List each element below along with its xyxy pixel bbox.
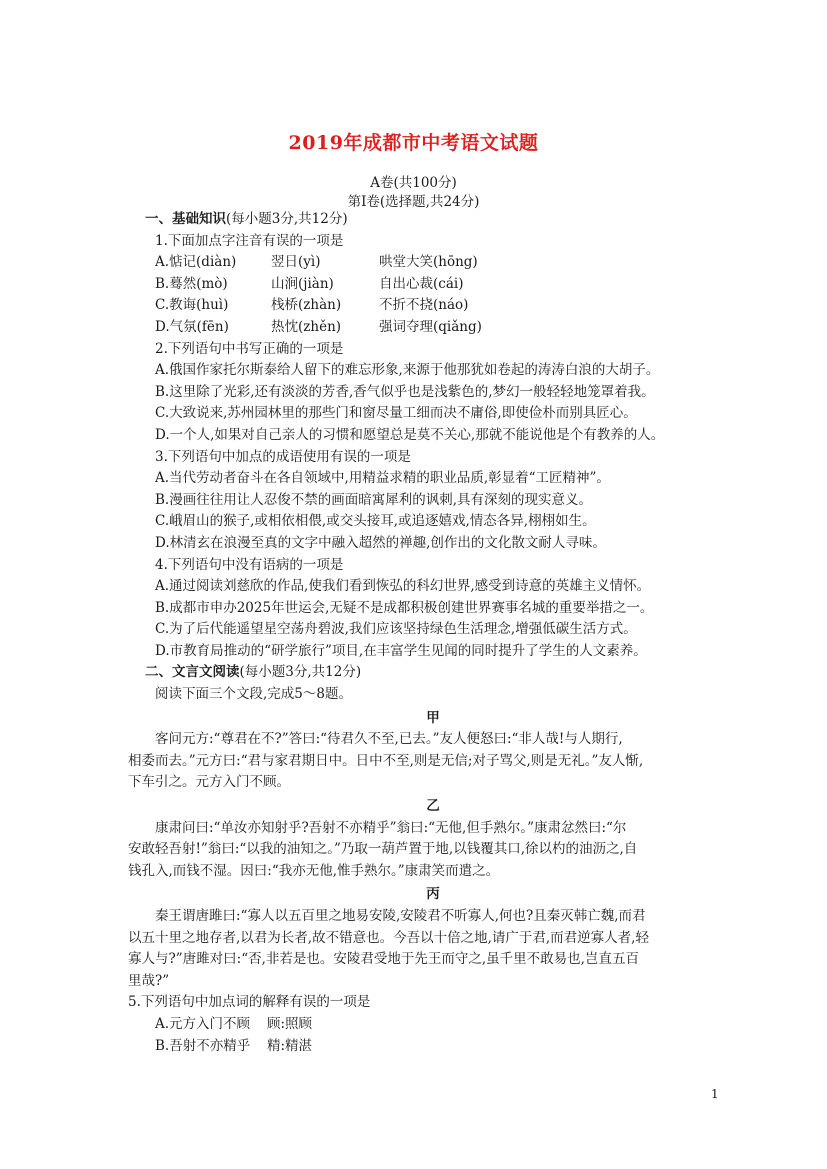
q4-option-c: C.为了后代能遥望星空荡舟碧波,我们应该坚持绿色生活理念,增强低碳生活方式。 bbox=[155, 621, 637, 638]
question-1-row bbox=[155, 295, 711, 317]
passage-bing-line: 以五十里之地存者,以君为长者,故不错意也。今吾以十倍之地,请广于君,而君逆寡人者,轻 bbox=[128, 929, 649, 946]
q1-option-d-3: 强词夺理(qiǎng) bbox=[379, 318, 482, 335]
q2-option-d: D.一个人,如果对自己亲人的习惯和愿望总是莫不关心,那就不能说他是个有教养的人。 bbox=[155, 426, 665, 443]
q1-option-a-3: 哄堂大笑(hōng) bbox=[379, 254, 478, 271]
section2-title: 二、文言文阅读 bbox=[145, 664, 240, 681]
q1-option-b-2: 山涧(jiàn) bbox=[271, 275, 334, 292]
passage-jia-line: 相委而去。”元方曰:“君与家君期日中。日中不至,则是无信;对子骂父,则是无礼。”友人惭, bbox=[128, 752, 644, 769]
q1-option-a-2: 翌日(yì) bbox=[271, 254, 321, 271]
q1-option-b-1: B.蓦然(mò) bbox=[155, 275, 228, 292]
q1-option-c-1: C.教诲(huì) bbox=[155, 297, 229, 314]
section2-intro: 阅读下面三个文段,完成5～8题。 bbox=[155, 686, 352, 703]
question-5-stem: 5.下列语句中加点词的解释有误的一项是 bbox=[128, 994, 371, 1011]
question-2-stem: 2.下列语句中书写正确的一项是 bbox=[155, 340, 344, 357]
q5-option-a-text: A.元方入门不顾 bbox=[155, 1015, 251, 1032]
q2-option-a: A.俄国作家托尔斯泰给人留下的难忘形象,来源于他那犹如卷起的涛涛白浪的大胡子。 bbox=[155, 362, 660, 379]
q1-option-a-1: A.惦记(diàn) bbox=[155, 254, 237, 271]
document-title: 2019年成都市中考语文试题 bbox=[288, 132, 539, 154]
passage-bing-line: 里哉?” bbox=[128, 972, 170, 989]
section1-title: 一、基础知识 bbox=[145, 211, 226, 227]
passage-bing-line: 寡人与?”唐雎对曰:“否,非若是也。安陵君受地于先王而守之,虽千里不敢易也,岂直五百 bbox=[128, 951, 639, 968]
passage-yi-line: 安敢轻吾射!”翁曰:“以我的油知之。”乃取一葫芦置于地,以钱覆其口,徐以杓的油沥之,自 bbox=[128, 841, 638, 858]
question-4-stem: 4.下列语句中没有语病的一项是 bbox=[155, 556, 344, 573]
q4-option-d: D.市教育局推动的“研学旅行”项目,在丰富学生见闻的同时提升了学生的人文素养。 bbox=[155, 642, 647, 659]
q1-option-d-1: D.气氛(fēn) bbox=[155, 318, 229, 335]
q3-option-b: B.漫画往往用让人忍俊不禁的画面暗寓犀利的讽刺,具有深刻的现实意义。 bbox=[155, 491, 593, 508]
q5-option-a bbox=[155, 1014, 711, 1036]
q1-option-d-2: 热忱(zhěn) bbox=[271, 318, 342, 335]
page-number: 1 bbox=[711, 1087, 719, 1101]
question-1-row bbox=[155, 252, 711, 274]
q5-option-b-text: B.吾射不亦精乎 bbox=[155, 1037, 251, 1054]
passage-jia-label: 甲 bbox=[426, 709, 440, 726]
passage-bing-label: 丙 bbox=[426, 886, 440, 903]
q2-option-c: C.大致说来,苏州园林里的那些门和窗尽量工细而决不庸俗,即使俭朴而别具匠心。 bbox=[155, 405, 637, 422]
q3-option-c: C.峨眉山的猴子,或相依相偎,或交头接耳,或追逐嬉戏,情态各异,栩栩如生。 bbox=[155, 513, 596, 530]
volume-a-label: A卷(共100分) bbox=[370, 175, 457, 191]
question-1-row bbox=[155, 317, 711, 339]
passage-yi-label: 乙 bbox=[426, 798, 440, 815]
section2-heading bbox=[145, 662, 711, 684]
part-one-label: 第Ⅰ卷(选择题,共24分) bbox=[347, 194, 480, 210]
q1-option-b-3: 自出心裁(cái) bbox=[379, 275, 464, 292]
passage-jia-line: 客问元方:“尊君在不?”答曰:“待君久不至,已去。”友人便怒曰:“非人哉!与人期行, bbox=[155, 731, 623, 748]
section1-note: (每小题3分,共12分) bbox=[226, 211, 348, 227]
section1-heading bbox=[145, 209, 711, 231]
q5-option-b bbox=[155, 1036, 711, 1058]
passage-jia-line: 下车引之。元方入门不顾。 bbox=[128, 774, 290, 791]
question-1-stem: 1.下面加点字注音有误的一项是 bbox=[155, 232, 344, 249]
q3-option-d: D.林清玄在浪漫至真的文字中融入超然的禅趣,创作出的文化散文耐人寻味。 bbox=[155, 534, 606, 551]
q5-option-a-meaning: 顾:照顾 bbox=[267, 1015, 313, 1032]
passage-yi-line: 康肃问曰:“单汝亦知射乎?吾射不亦精乎”翁曰:“无他,但手熟尔。”康肃忿然曰:“尔 bbox=[155, 819, 627, 836]
q3-option-a: A.当代劳动者奋斗在各自领域中,用精益求精的职业品质,彰显着“工匠精神”。 bbox=[155, 470, 610, 487]
question-1-row bbox=[155, 274, 711, 296]
q5-option-b-meaning: 精:精湛 bbox=[267, 1037, 313, 1054]
section2-note: (每小题3分,共12分) bbox=[239, 664, 362, 681]
document-body bbox=[128, 209, 711, 1057]
question-3-stem: 3.下列语句中加点的成语使用有误的一项是 bbox=[155, 448, 411, 465]
q1-option-c-3: 不折不挠(náo) bbox=[379, 297, 469, 314]
passage-bing-line: 秦王谓唐雎曰:“寡人以五百里之地易安陵,安陵君不听寡人,何也?且秦灭韩亡魏,而君 bbox=[155, 908, 646, 924]
q2-option-b: B.这里除了光彩,还有淡淡的芳香,香气似乎也是浅紫色的,梦幻一般轻轻地笼罩着我。 bbox=[155, 383, 655, 400]
passage-yi-line: 钱孔入,而钱不湿。因曰:“我亦无他,惟手熟尔。”康肃笑而遣之。 bbox=[128, 862, 500, 879]
q4-option-b: B.成都市申办2025年世运会,无疑不是成都积极创建世界赛事名城的重要举措之一。 bbox=[155, 599, 654, 616]
q1-option-c-2: 栈桥(zhàn) bbox=[271, 297, 342, 314]
q4-option-a: A.通过阅读刘慈欣的作品,使我们看到恢弘的科幻世界,感受到诗意的英雄主义情怀。 bbox=[155, 578, 651, 595]
